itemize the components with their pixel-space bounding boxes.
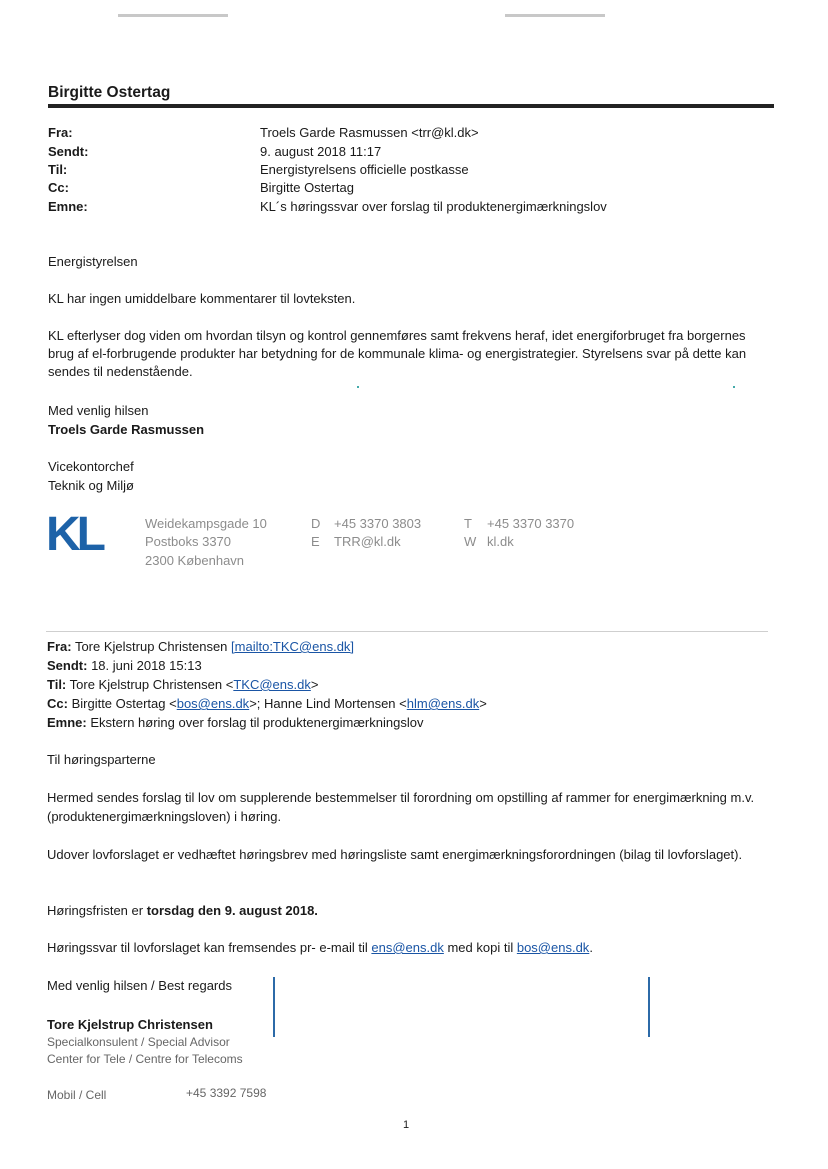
- signature-address-line-1: Weidekampsgade 10: [145, 516, 267, 531]
- header-to-label: Til:: [48, 162, 68, 177]
- fwd-deadline-text: Høringsfristen er: [47, 903, 147, 918]
- reply-signer-department: Teknik og Miljø: [48, 478, 134, 493]
- fwd-cc-link-2[interactable]: hlm@ens.dk: [406, 696, 480, 711]
- fwd-salutation: Til høringsparterne: [47, 752, 156, 767]
- signature-phone: +45 3370 3370: [487, 516, 575, 531]
- reply-greeting: Energistyrelsen: [48, 254, 138, 269]
- fwd-email-link-1[interactable]: ens@ens.dk: [371, 940, 444, 955]
- fwd-subject-label: Emne:: [47, 715, 87, 730]
- signature-email: TRR@kl.dk: [334, 534, 401, 549]
- scan-artifact: [733, 386, 735, 388]
- reply-paragraph-2: KL efterlyser dog viden om hvordan tilsyn og kontrol gennemføres samt frekvens heraf, idet energiforbruget fra borgernes brug af el-forbrugende produkter har betydning for de kommunale klima- og energistrategier. Styrelsens svar på dette kan sendes til nedenstående.: [48, 328, 747, 379]
- header-from-value: Troels Garde Rasmussen <trr@kl.dk>: [260, 125, 479, 140]
- fwd-email-text: Høringssvar til lovforslaget kan fremsendes pr- e-mail til: [47, 940, 372, 955]
- document-owner: Birgitte Ostertag: [48, 84, 171, 101]
- header-cc-label: Cc:: [48, 180, 69, 195]
- fwd-to-link[interactable]: TKC@ens.dk: [233, 677, 311, 692]
- header-cc-value: Birgitte Ostertag: [260, 180, 354, 195]
- signature-web: kl.dk: [487, 534, 514, 549]
- fwd-cc-line: [47, 694, 487, 713]
- fwd-subject-value: Ekstern høring over forslag til produktenergimærkningslov: [90, 715, 424, 730]
- fwd-email-end: .: [589, 940, 593, 955]
- fwd-from-label: Fra:: [47, 639, 72, 654]
- reply-closing: Med venlig hilsen: [48, 403, 149, 418]
- page-number: 1: [403, 1119, 410, 1131]
- fwd-email-link-2[interactable]: bos@ens.dk: [516, 940, 590, 955]
- kl-logo: KL: [46, 508, 102, 561]
- signature-divider: [273, 977, 275, 1037]
- fwd-mailto-link[interactable]: [mailto:TKC@ens.dk]: [231, 639, 355, 654]
- reply-signer: Troels Garde Rasmussen: [48, 422, 205, 437]
- fwd-cc-label: Cc:: [47, 696, 68, 711]
- reply-paragraph-1: KL har ingen umiddelbare kommentarer til lovteksten.: [48, 291, 356, 306]
- fwd-signer-center: Center for Tele / Centre for Telecoms: [47, 1052, 243, 1066]
- header-subject-label: Emne:: [48, 199, 88, 214]
- header-subject-value: KL´s høringssvar over forslag til produktenergimærkningslov: [260, 199, 607, 214]
- fwd-deadline-date: torsdag den 9. august 2018.: [146, 903, 318, 918]
- fwd-to-end: >: [310, 677, 319, 692]
- fwd-cc-end: >: [479, 696, 487, 711]
- fwd-to-line: [47, 675, 318, 694]
- fwd-mobile-value: +45 3392 7598: [186, 1086, 267, 1100]
- fwd-from-value: Tore Kjelstrup Christensen: [74, 639, 232, 654]
- signature-phone-key: T: [464, 516, 472, 531]
- fwd-mobile-label: Mobil / Cell: [47, 1088, 107, 1102]
- header-sent-value: 9. august 2018 11:17: [260, 144, 382, 159]
- fwd-to-label: Til:: [47, 677, 67, 692]
- fwd-email-line: [47, 938, 593, 957]
- scan-artifact: [505, 14, 605, 17]
- fwd-sent-value: 18. juni 2018 15:13: [91, 658, 202, 673]
- fwd-signer-role: Specialkonsulent / Special Advisor: [47, 1035, 230, 1049]
- forward-separator: [46, 631, 768, 632]
- signature-email-key: E: [311, 534, 320, 549]
- fwd-cc-link-1[interactable]: bos@ens.dk: [176, 696, 250, 711]
- reply-signer-title: Vicekontorchef: [48, 459, 134, 474]
- signature-direct-phone: +45 3370 3803: [334, 516, 422, 531]
- signature-web-key: W: [464, 534, 477, 549]
- fwd-from-line: [47, 637, 354, 656]
- fwd-email-mid: med kopi til: [443, 940, 517, 955]
- fwd-signer: Tore Kjelstrup Christensen: [47, 1017, 213, 1032]
- header-sent-label: Sendt:: [48, 144, 89, 159]
- fwd-cc-value-2: >; Hanne Lind Mortensen <: [249, 696, 407, 711]
- fwd-sent-line: [47, 656, 202, 675]
- fwd-sent-label: Sendt:: [47, 658, 88, 673]
- fwd-paragraph-2: Udover lovforslaget er vedhæftet høringsbrev med høringsliste samt energimærkningsforordningen (bilag til lovforslaget).: [47, 847, 743, 862]
- fwd-cc-value-1: Birgitte Ostertag <: [71, 696, 177, 711]
- header-from-label: Fra:: [48, 125, 73, 140]
- scan-artifact: [118, 14, 228, 17]
- scan-artifact: [357, 386, 359, 388]
- fwd-subject-line: [47, 713, 423, 732]
- title-rule: [48, 104, 774, 108]
- header-to-value: Energistyrelsens officielle postkasse: [260, 162, 469, 177]
- fwd-paragraph-1: Hermed sendes forslag til lov om supplerende bestemmelser til forordning om opstilling af rammer for energimærkning m.v. (produktenergimærkningsloven) i høring.: [47, 790, 755, 824]
- fwd-closing: Med venlig hilsen / Best regards: [47, 978, 232, 993]
- signature-address-line-2: Postboks 3370: [145, 534, 232, 549]
- signature-divider: [648, 977, 650, 1037]
- signature-address-line-3: 2300 København: [145, 553, 245, 568]
- signature-direct-key: D: [311, 516, 321, 531]
- fwd-deadline-line: [47, 901, 318, 920]
- fwd-to-value: Tore Kjelstrup Christensen <: [69, 677, 234, 692]
